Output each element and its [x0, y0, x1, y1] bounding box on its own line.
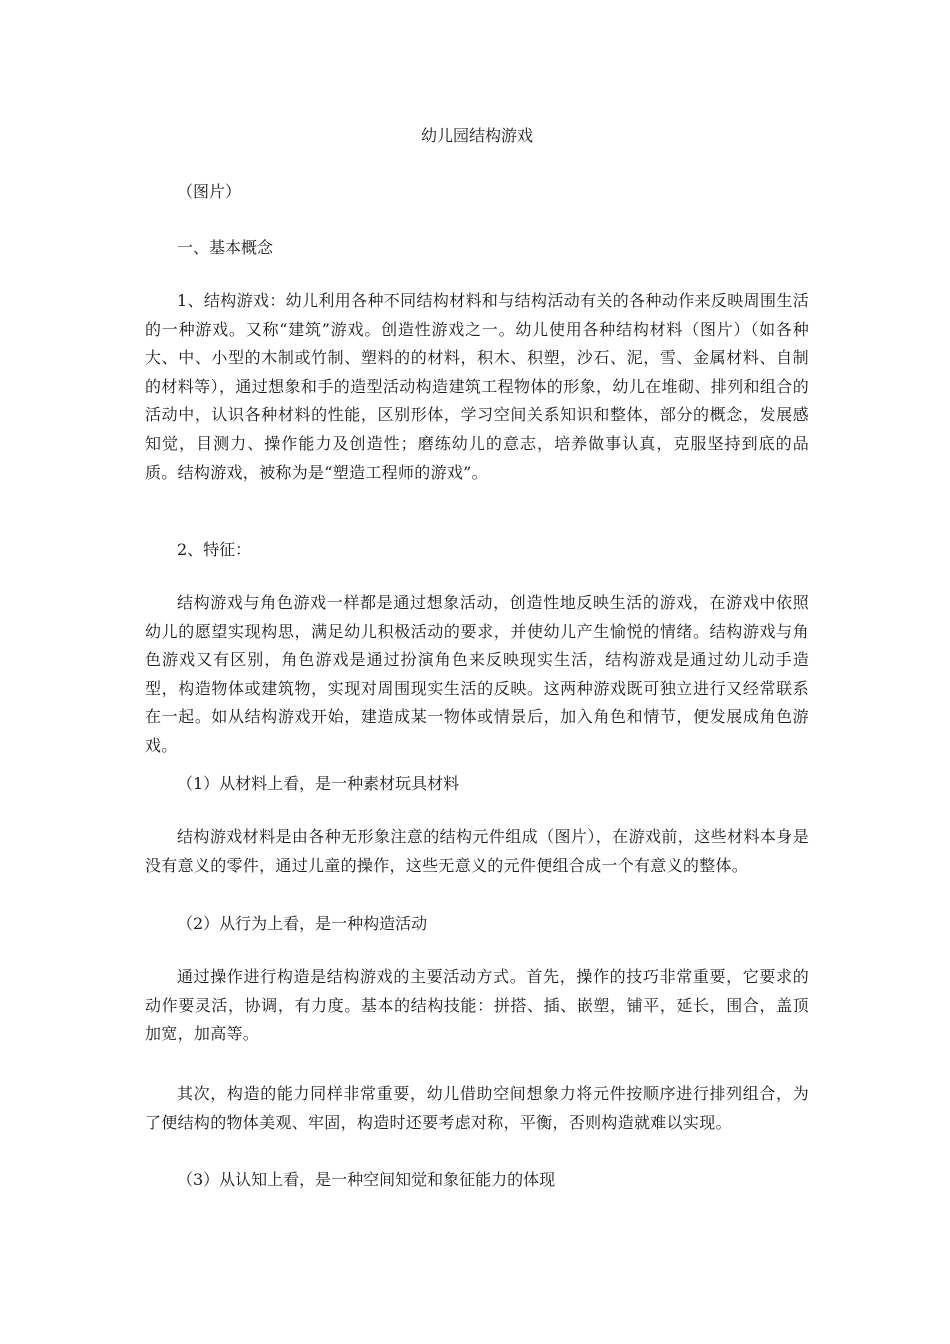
paragraph-definition: 1、结构游戏：幼儿利用各种不同结构材料和与结构活动有关的各种动作来反映周围生活的一种游戏。又称“建筑”游戏。创造性游戏之一。幼儿使用各种结构材料（图片）（如各种大、中、小型的木制或竹制、塑料的的材料，积木、积塑，沙石、泥，雪、金属材料、自制的材料等），通过想象和手的造型活动构造建筑工程物体的形象，幼儿在堆砌、排列和组合的活动中，认识各种材料的性能，区别形体，学习空间关系知识和整体，部分的概念，发展感知觉，目测力、操作能力及创造性；磨练幼儿的意志，培养做事认真，克服坚持到底的品质。结构游戏，被称为是“塑造工程师的游戏”。	[145, 291, 809, 482]
paragraph-features: 结构游戏与角色游戏一样都是通过想象活动，创造性地反映生活的游戏，在游戏中依照幼儿的愿望实现构思，满足幼儿积极活动的要求，并使幼儿产生愉悦的情绪。结构游戏与角色游戏又有区别，角色游戏是通过扮演角色来反映现实生活，结构游戏是通过幼儿动手造型，构造物体或建筑物，实现对周围现实生活的反映。这两种游戏既可独立进行又经常联系在一起。如从结构游戏开始，建造成某一物体或情景后，加入角色和情节，便发展成角色游戏。	[145, 593, 809, 755]
subheading-behavior: （2）从行为上看，是一种构造活动	[177, 914, 428, 933]
paragraph-materials: 结构游戏材料是由各种无形象注意的结构元件组成（图片），在游戏前，这些材料本身是没有意义的零件，通过儿童的操作，这些无意义的元件便组合成一个有意义的整体。	[145, 827, 809, 875]
subheading-cognition: （3）从认知上看，是一种空间知觉和象征能力的体现	[177, 1170, 556, 1189]
paragraph-operation: 通过操作进行构造是结构游戏的主要活动方式。首先，操作的技巧非常重要，它要求的动作要灵活，协调，有力度。基本的结构技能：拼搭、插、嵌塑，铺平，延长，围合，盖顶加宽，加高等。	[145, 967, 809, 1044]
document-title: 幼儿园结构游戏	[420, 126, 533, 145]
subheading-materials: （1）从材料上看，是一种素材玩具材料	[177, 774, 460, 793]
section-heading-features: 2、特征：	[177, 540, 252, 559]
paragraph-construction: 其次，构造的能力同样非常重要，幼儿借助空间想象力将元件按顺序进行排列组合，为了便结构的物体美观、牢固，构造时还要考虑对称，平衡，否则构造就难以实现。	[145, 1084, 809, 1132]
section-heading-basic-concepts: 一、基本概念	[177, 238, 274, 257]
image-placeholder: （图片）	[177, 182, 242, 201]
